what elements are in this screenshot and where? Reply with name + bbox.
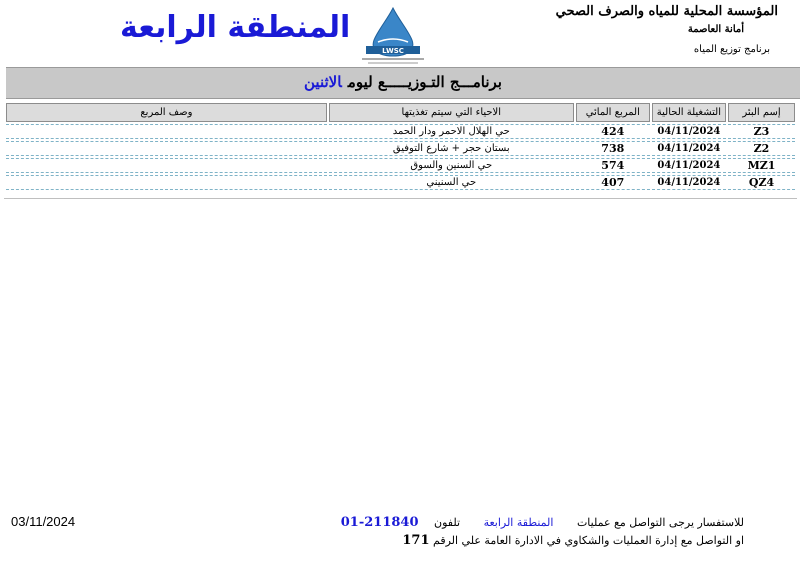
cell-square: 574 <box>576 158 650 173</box>
org-logo <box>354 6 432 66</box>
table-header-row <box>6 103 795 122</box>
banner-day: الاثنين <box>304 73 342 91</box>
footer-contact-text: او التواصل مع إدارة العمليات والشكاوي في الادارة العامة علي الرقم <box>433 534 744 547</box>
footer-contact-line <box>402 533 744 548</box>
cell-well: Z2 <box>728 141 795 156</box>
footer-phone-label: تلفون <box>434 516 461 529</box>
cell-date: 04/11/2024 <box>652 158 726 173</box>
schedule-banner <box>6 67 800 99</box>
distribution-table <box>4 101 797 192</box>
cell-well: Z3 <box>728 124 795 139</box>
col-header-areas: الاحياء التي سيتم تغذيتها <box>329 103 574 122</box>
cell-date: 04/11/2024 <box>652 175 726 190</box>
footer-zone: المنطقة الرابعة <box>483 516 554 529</box>
footer-inquiry: للاستفسار يرجى التواصل مع عمليات <box>576 516 744 529</box>
banner-title: برنامـــج التـوزيـــــع ليوم <box>347 73 502 91</box>
cell-well: QZ4 <box>728 175 795 190</box>
cell-areas: حي السنيني <box>329 175 574 190</box>
col-header-well: إسم البئر <box>728 103 795 122</box>
cell-date: 04/11/2024 <box>652 141 726 156</box>
cell-square: 738 <box>576 141 650 156</box>
table-bottom-rule <box>4 198 797 199</box>
org-name: المؤسسة المحلية للمياه والصرف الصحي <box>555 4 778 19</box>
zone-title: المنطقة الرابعة <box>120 10 351 45</box>
cell-description <box>6 124 327 139</box>
cell-square: 424 <box>576 124 650 139</box>
table-row <box>6 158 795 173</box>
footer-inquiry-line <box>341 515 744 530</box>
cell-date: 04/11/2024 <box>652 124 726 139</box>
cell-areas: بستان حجر + شارع التوفيق <box>329 141 574 156</box>
cell-description <box>6 175 327 190</box>
cell-square: 407 <box>576 175 650 190</box>
cell-description <box>6 158 327 173</box>
logo-text: LWSC <box>382 47 404 55</box>
table-row <box>6 124 795 139</box>
cell-areas: حي الهلال الاحمر ودار الحمد <box>329 124 574 139</box>
cell-well: MZ1 <box>728 158 795 173</box>
print-date: 03/11/2024 <box>11 514 76 529</box>
footer-contact-number: 171 <box>402 533 430 548</box>
col-header-description: وصف المربع <box>6 103 327 122</box>
program-name: برنامج توزيع المياه <box>693 44 770 55</box>
col-header-square: المربع المائي <box>576 103 650 122</box>
col-header-date: التشغيلة الحالية <box>652 103 726 122</box>
footer-phone: 01-211840 <box>340 515 419 530</box>
table-row <box>6 175 795 190</box>
org-subtitle: أمانة العاصمة <box>687 24 744 35</box>
cell-description <box>6 141 327 156</box>
table-row <box>6 141 795 156</box>
cell-areas: حي السنين والسوق <box>329 158 574 173</box>
